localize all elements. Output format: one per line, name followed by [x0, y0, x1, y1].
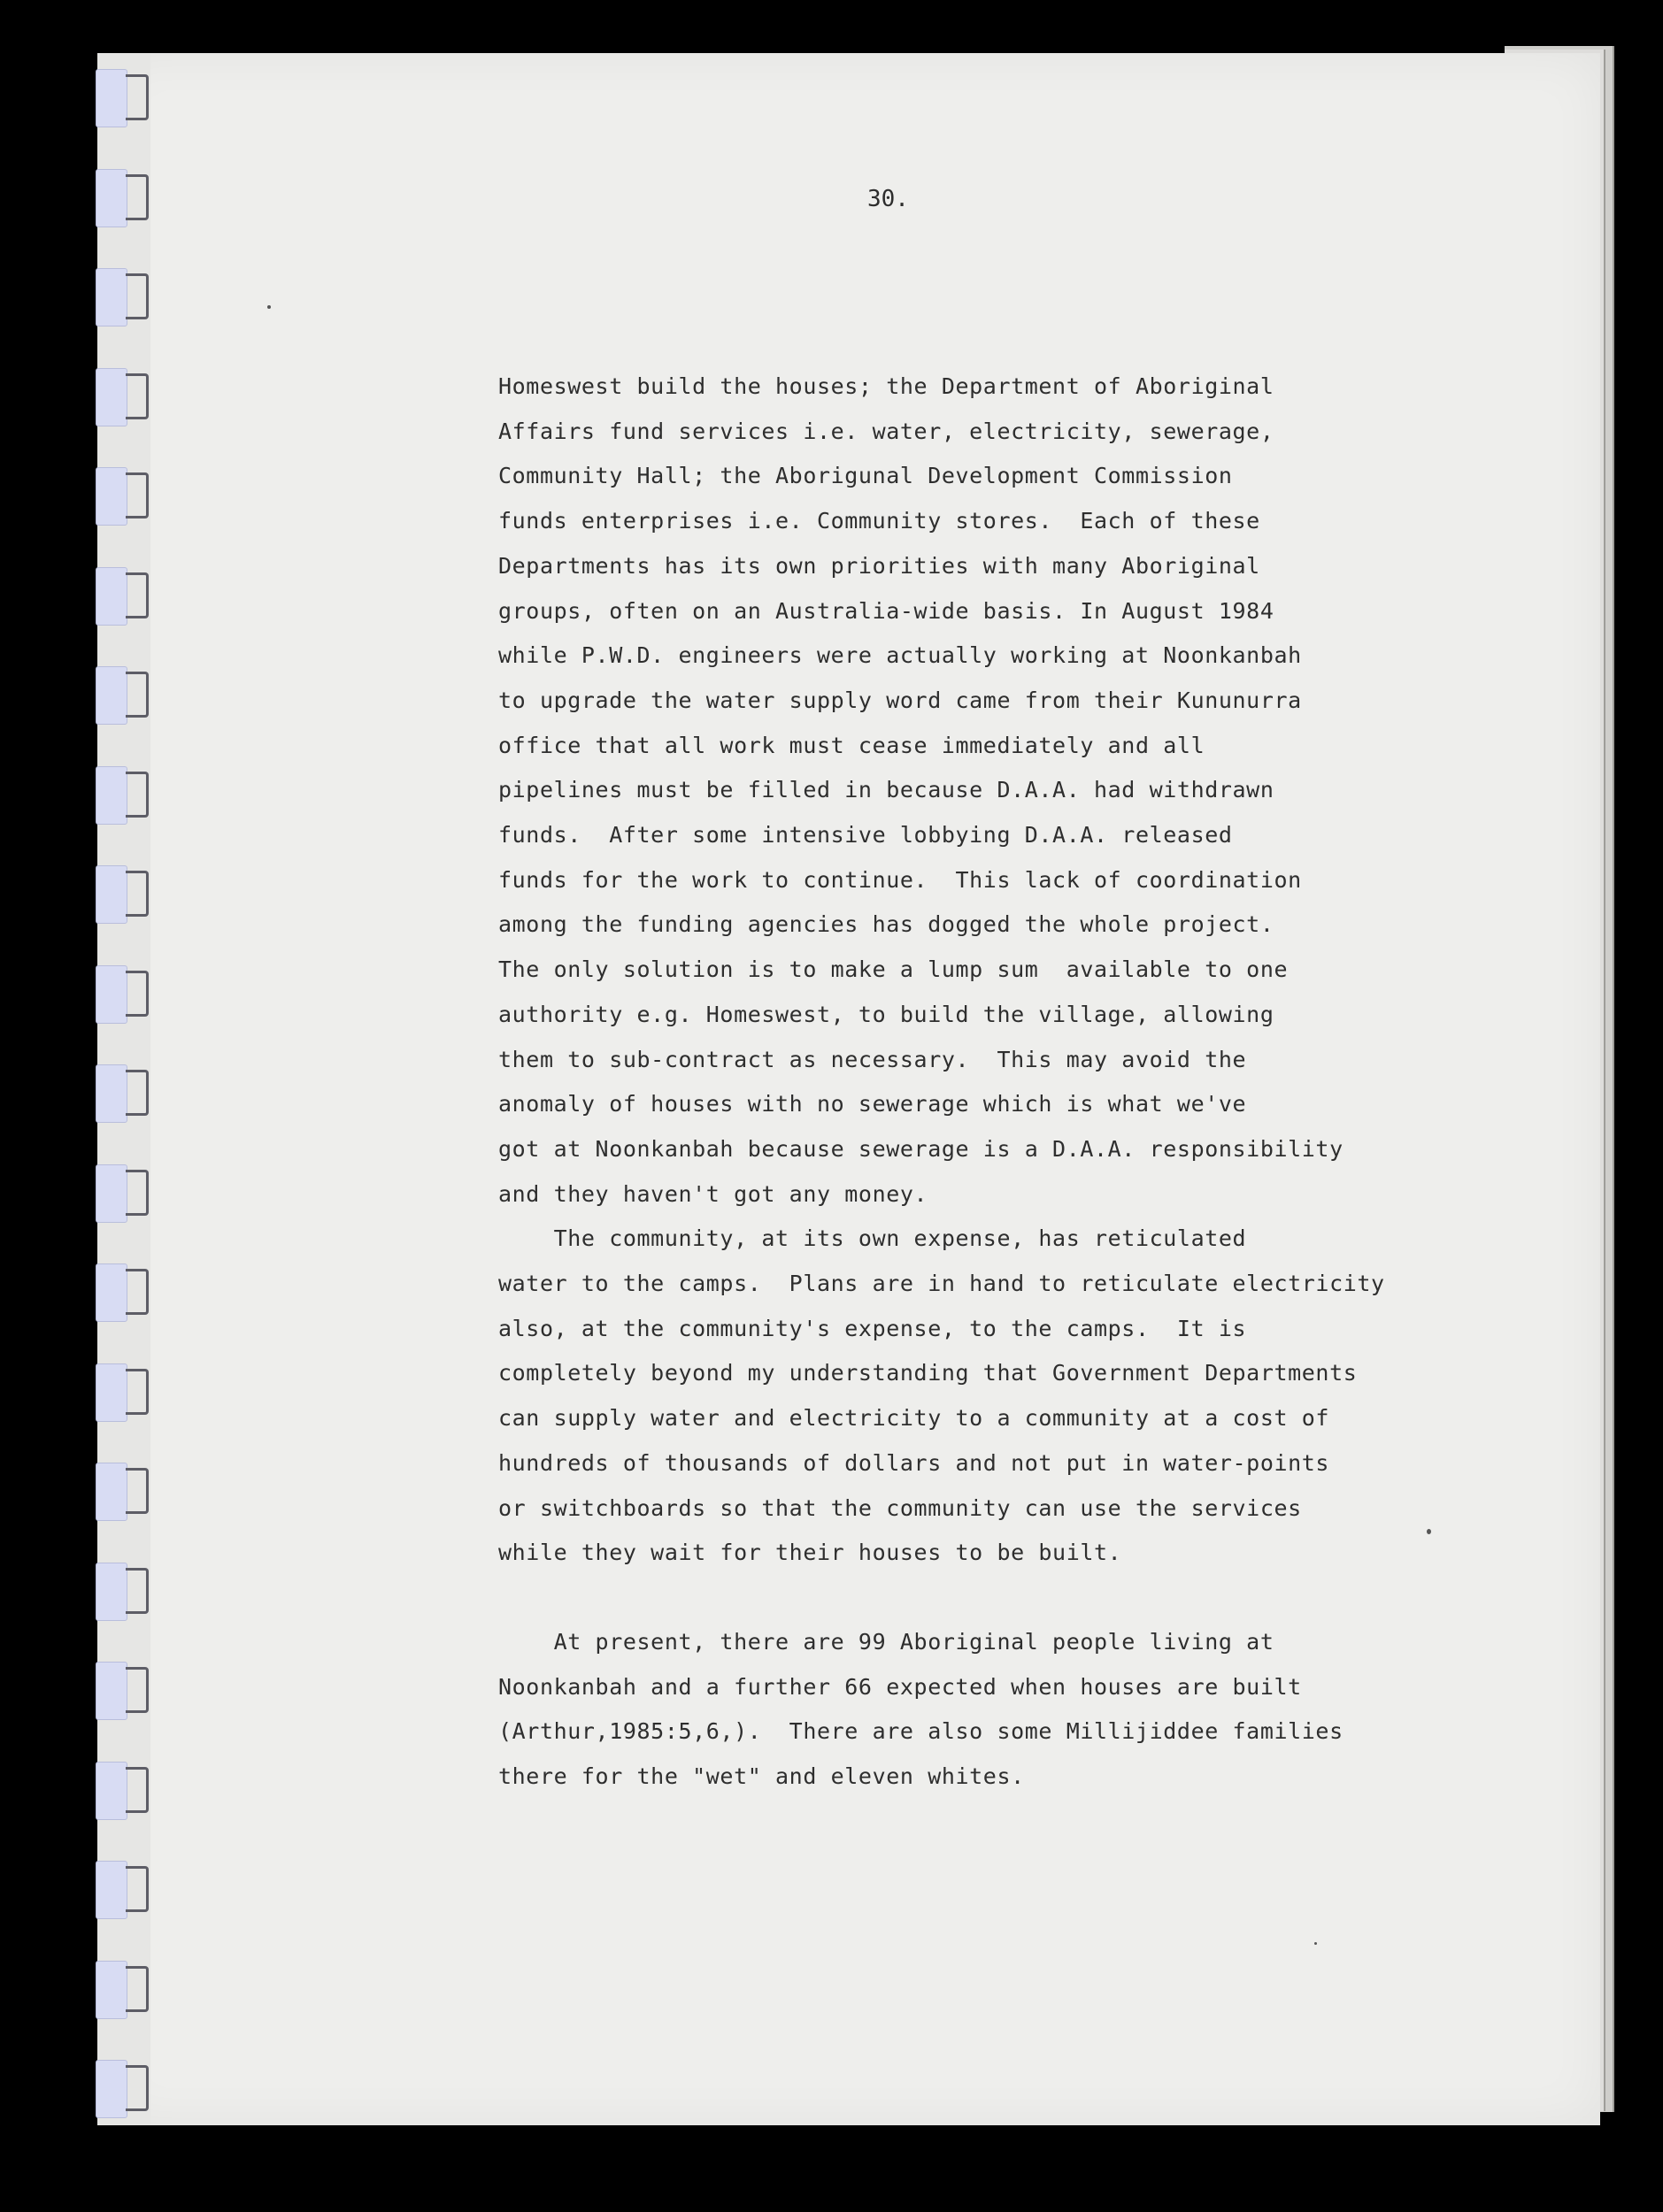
coil-hook	[126, 672, 149, 718]
text-line: and they haven't got any money.	[498, 1180, 928, 1207]
text-line: Community Hall; the Aborigunal Development Commission	[498, 463, 1233, 489]
binding-coil	[96, 766, 150, 823]
text-line: The only solution is to make a lump sum available to one	[498, 956, 1289, 983]
page-number: 30.	[867, 186, 909, 212]
coil-hook	[126, 1966, 149, 2012]
text-line: also, at the community's expense, to the camps. It is	[498, 1315, 1247, 1341]
coil-hook	[126, 1369, 149, 1415]
coil-ring	[96, 169, 127, 227]
body-text	[498, 365, 1498, 1800]
text-line: got at Noonkanbah because sewerage is a D.A.A. responsibility	[498, 1135, 1343, 1162]
binding-coil	[96, 1762, 150, 1818]
text-line: funds. After some intensive lobbying D.A.A. released	[498, 822, 1233, 849]
coil-ring	[96, 1463, 127, 1521]
coil-hook	[126, 273, 149, 319]
text-line: while they wait for their houses to be built.	[498, 1540, 1122, 1566]
text-line: hundreds of thousands of dollars and not put in water-points	[498, 1449, 1330, 1476]
text-line: while P.W.D. engineers were actually working at Noonkanbah	[498, 642, 1302, 669]
binding-coil	[96, 268, 150, 325]
text-line: there for the "wet" and eleven whites.	[498, 1763, 1025, 1790]
coil-hook	[126, 1070, 149, 1116]
text-line: (Arthur,1985:5,6,). There are also some Millijiddee families	[498, 1718, 1343, 1745]
binding-coil	[96, 1662, 150, 1718]
binding-coil	[96, 1164, 150, 1221]
binding-coil	[96, 1563, 150, 1619]
coil-hook	[126, 1667, 149, 1713]
binding-coil	[96, 567, 150, 624]
text-line: water to the camps. Plans are in hand to reticulate electricity	[498, 1271, 1385, 1297]
coil-ring	[96, 2060, 127, 2118]
coil-ring	[96, 567, 127, 626]
coil-ring	[96, 1164, 127, 1223]
text-line: groups, often on an Australia-wide basis. In August 1984	[498, 597, 1274, 624]
coil-ring	[96, 1263, 127, 1322]
paragraph-3	[498, 1620, 1498, 1800]
coil-ring	[96, 1762, 127, 1820]
coil-hook	[126, 1468, 149, 1514]
text-line: Departments has its own priorities with many Aboriginal	[498, 552, 1260, 579]
ink-speck	[267, 305, 271, 309]
text-line: among the funding agencies has dogged the whole project.	[498, 911, 1274, 938]
binding-coil	[96, 965, 150, 1022]
coil-ring	[96, 268, 127, 326]
coil-hook	[126, 772, 149, 818]
binding-coil	[96, 1861, 150, 1917]
coil-hook	[126, 1170, 149, 1216]
coil-ring	[96, 1363, 127, 1422]
coil-ring	[96, 69, 127, 127]
ink-speck	[1427, 1529, 1431, 1534]
text-line: can supply water and electricity to a community at a cost of	[498, 1405, 1330, 1432]
paragraph-2	[498, 1217, 1498, 1576]
text-line: Affairs fund services i.e. water, electricity, sewerage,	[498, 418, 1274, 444]
binding-coil	[96, 1961, 150, 2017]
coil-ring	[96, 865, 127, 924]
binding-coil	[96, 1263, 150, 1320]
coil-hook	[126, 472, 149, 518]
coil-hook	[126, 74, 149, 120]
coil-hook	[126, 1568, 149, 1614]
coil-ring	[96, 368, 127, 426]
coil-hook	[126, 174, 149, 220]
binding-coil	[96, 1064, 150, 1121]
coil-hook	[126, 971, 149, 1017]
binding-coil	[96, 467, 150, 524]
coil-hook	[126, 871, 149, 917]
text-line: them to sub-contract as necessary. This may avoid the	[498, 1046, 1247, 1072]
text-line: anomaly of houses with no sewerage which is what we've	[498, 1091, 1247, 1118]
coil-ring	[96, 1861, 127, 1919]
text-line: Noonkanbah and a further 66 expected when houses are built	[498, 1673, 1302, 1700]
coil-hook	[126, 1866, 149, 1912]
binding-coil	[96, 666, 150, 723]
coil-hook	[126, 1269, 149, 1315]
text-line: pipelines must be filled in because D.A.A. had withdrawn	[498, 777, 1274, 803]
text-line: funds enterprises i.e. Community stores. Each of these	[498, 508, 1260, 534]
coil-hook	[126, 572, 149, 618]
text-line: authority e.g. Homeswest, to build the village, allowing	[498, 1001, 1274, 1027]
binding-coil	[96, 1363, 150, 1420]
text-line: or switchboards so that the community can use the services	[498, 1494, 1302, 1521]
binding-coil	[96, 169, 150, 226]
paragraph-1	[498, 365, 1498, 1217]
binding-coil	[96, 1463, 150, 1519]
coil-ring	[96, 467, 127, 526]
coil-ring	[96, 1961, 127, 2019]
text-line: to upgrade the water supply word came from their Kununurra	[498, 687, 1302, 713]
text-line: completely beyond my understanding that Government Departments	[498, 1360, 1358, 1386]
text-line: funds for the work to continue. This lack of coordination	[498, 866, 1302, 893]
text-line: The community, at its own expense, has reticulated	[498, 1225, 1247, 1252]
binding-coil	[96, 2060, 150, 2116]
coil-hook	[126, 373, 149, 419]
text-line: office that all work must cease immediately and all	[498, 732, 1205, 758]
coil-ring	[96, 1064, 127, 1123]
text-line: Homeswest build the houses; the Department of Aboriginal	[498, 373, 1274, 399]
coil-ring	[96, 965, 127, 1024]
binding-coil	[96, 865, 150, 922]
paragraph-gap	[498, 1576, 1498, 1620]
coil-ring	[96, 1662, 127, 1720]
ink-speck	[1314, 1942, 1317, 1945]
binding-coil	[96, 69, 150, 126]
binding-coil	[96, 368, 150, 425]
coil-ring	[96, 766, 127, 825]
coil-hook	[126, 1767, 149, 1813]
coil-ring	[96, 1563, 127, 1621]
coil-ring	[96, 666, 127, 725]
coil-hook	[126, 2065, 149, 2111]
text-line: At present, there are 99 Aboriginal people living at	[498, 1628, 1274, 1655]
